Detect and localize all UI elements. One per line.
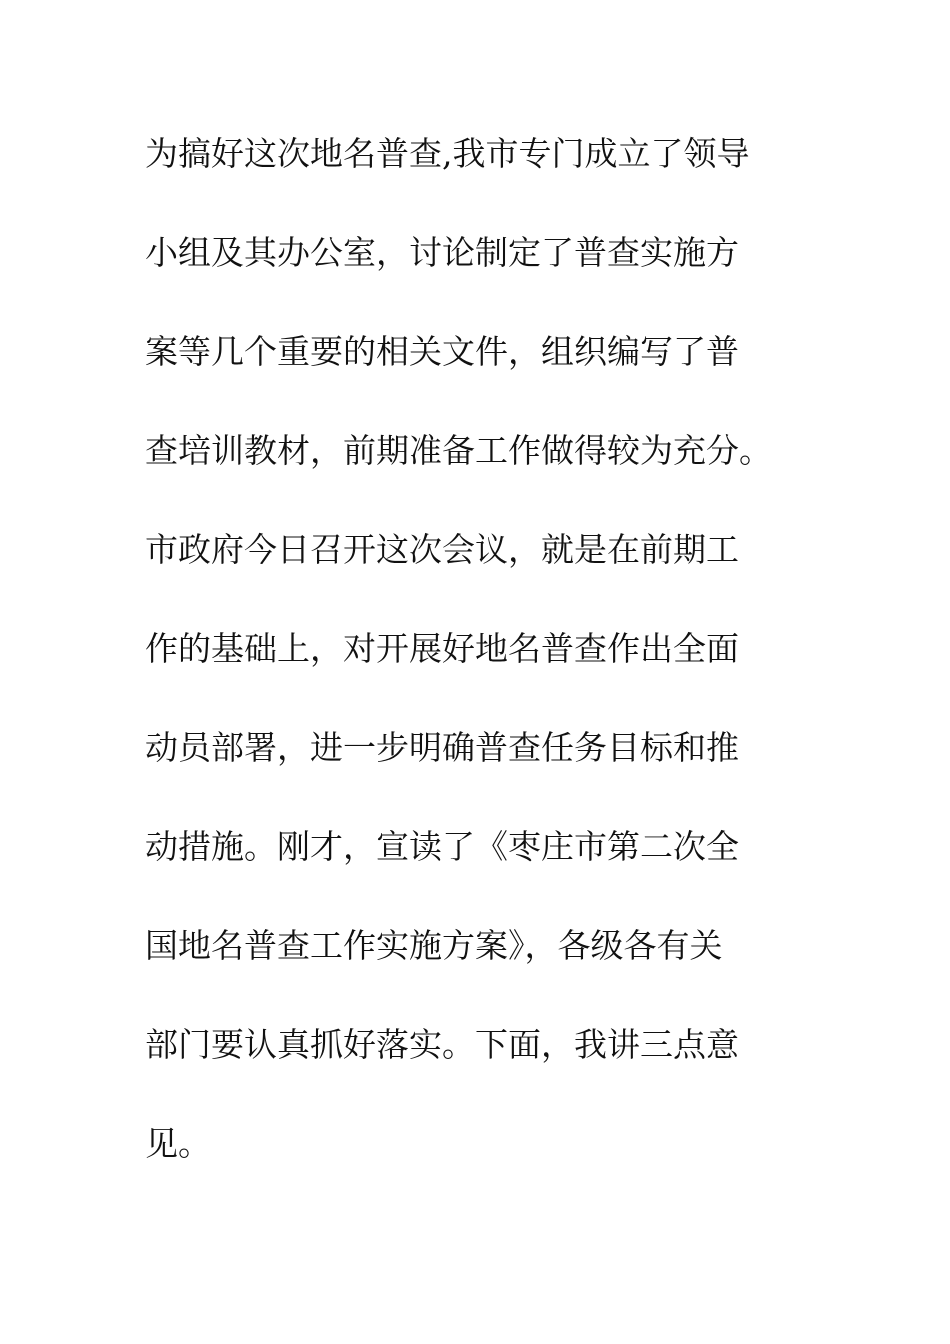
text-line: 小组及其办公室，讨论制定了普查实施方: [145, 233, 739, 272]
body-paragraph: [145, 126, 825, 1215]
text-line: 动员部署，进一步明确普查任务目标和推: [145, 728, 739, 767]
text-line: 案等几个重要的相关文件，组织编写了普: [145, 332, 739, 371]
text-line: 为搞好这次地名普查,我市专门成立了领导: [145, 134, 750, 173]
text-line: 部门要认真抓好落实。下面，我讲三点意: [145, 1025, 739, 1064]
text-line: 国地名普查工作实施方案》，各级各有关: [145, 926, 723, 965]
text-line: 见。: [145, 1124, 211, 1163]
text-line: 查培训教材，前期准备工作做得较为充分。: [145, 431, 772, 470]
text-line: 市政府今日召开这次会议，就是在前期工: [145, 530, 739, 569]
text-line: 动措施。刚才，宣读了《枣庄市第二次全: [145, 827, 739, 866]
text-line: 作的基础上，对开展好地名普查作出全面: [145, 629, 739, 668]
